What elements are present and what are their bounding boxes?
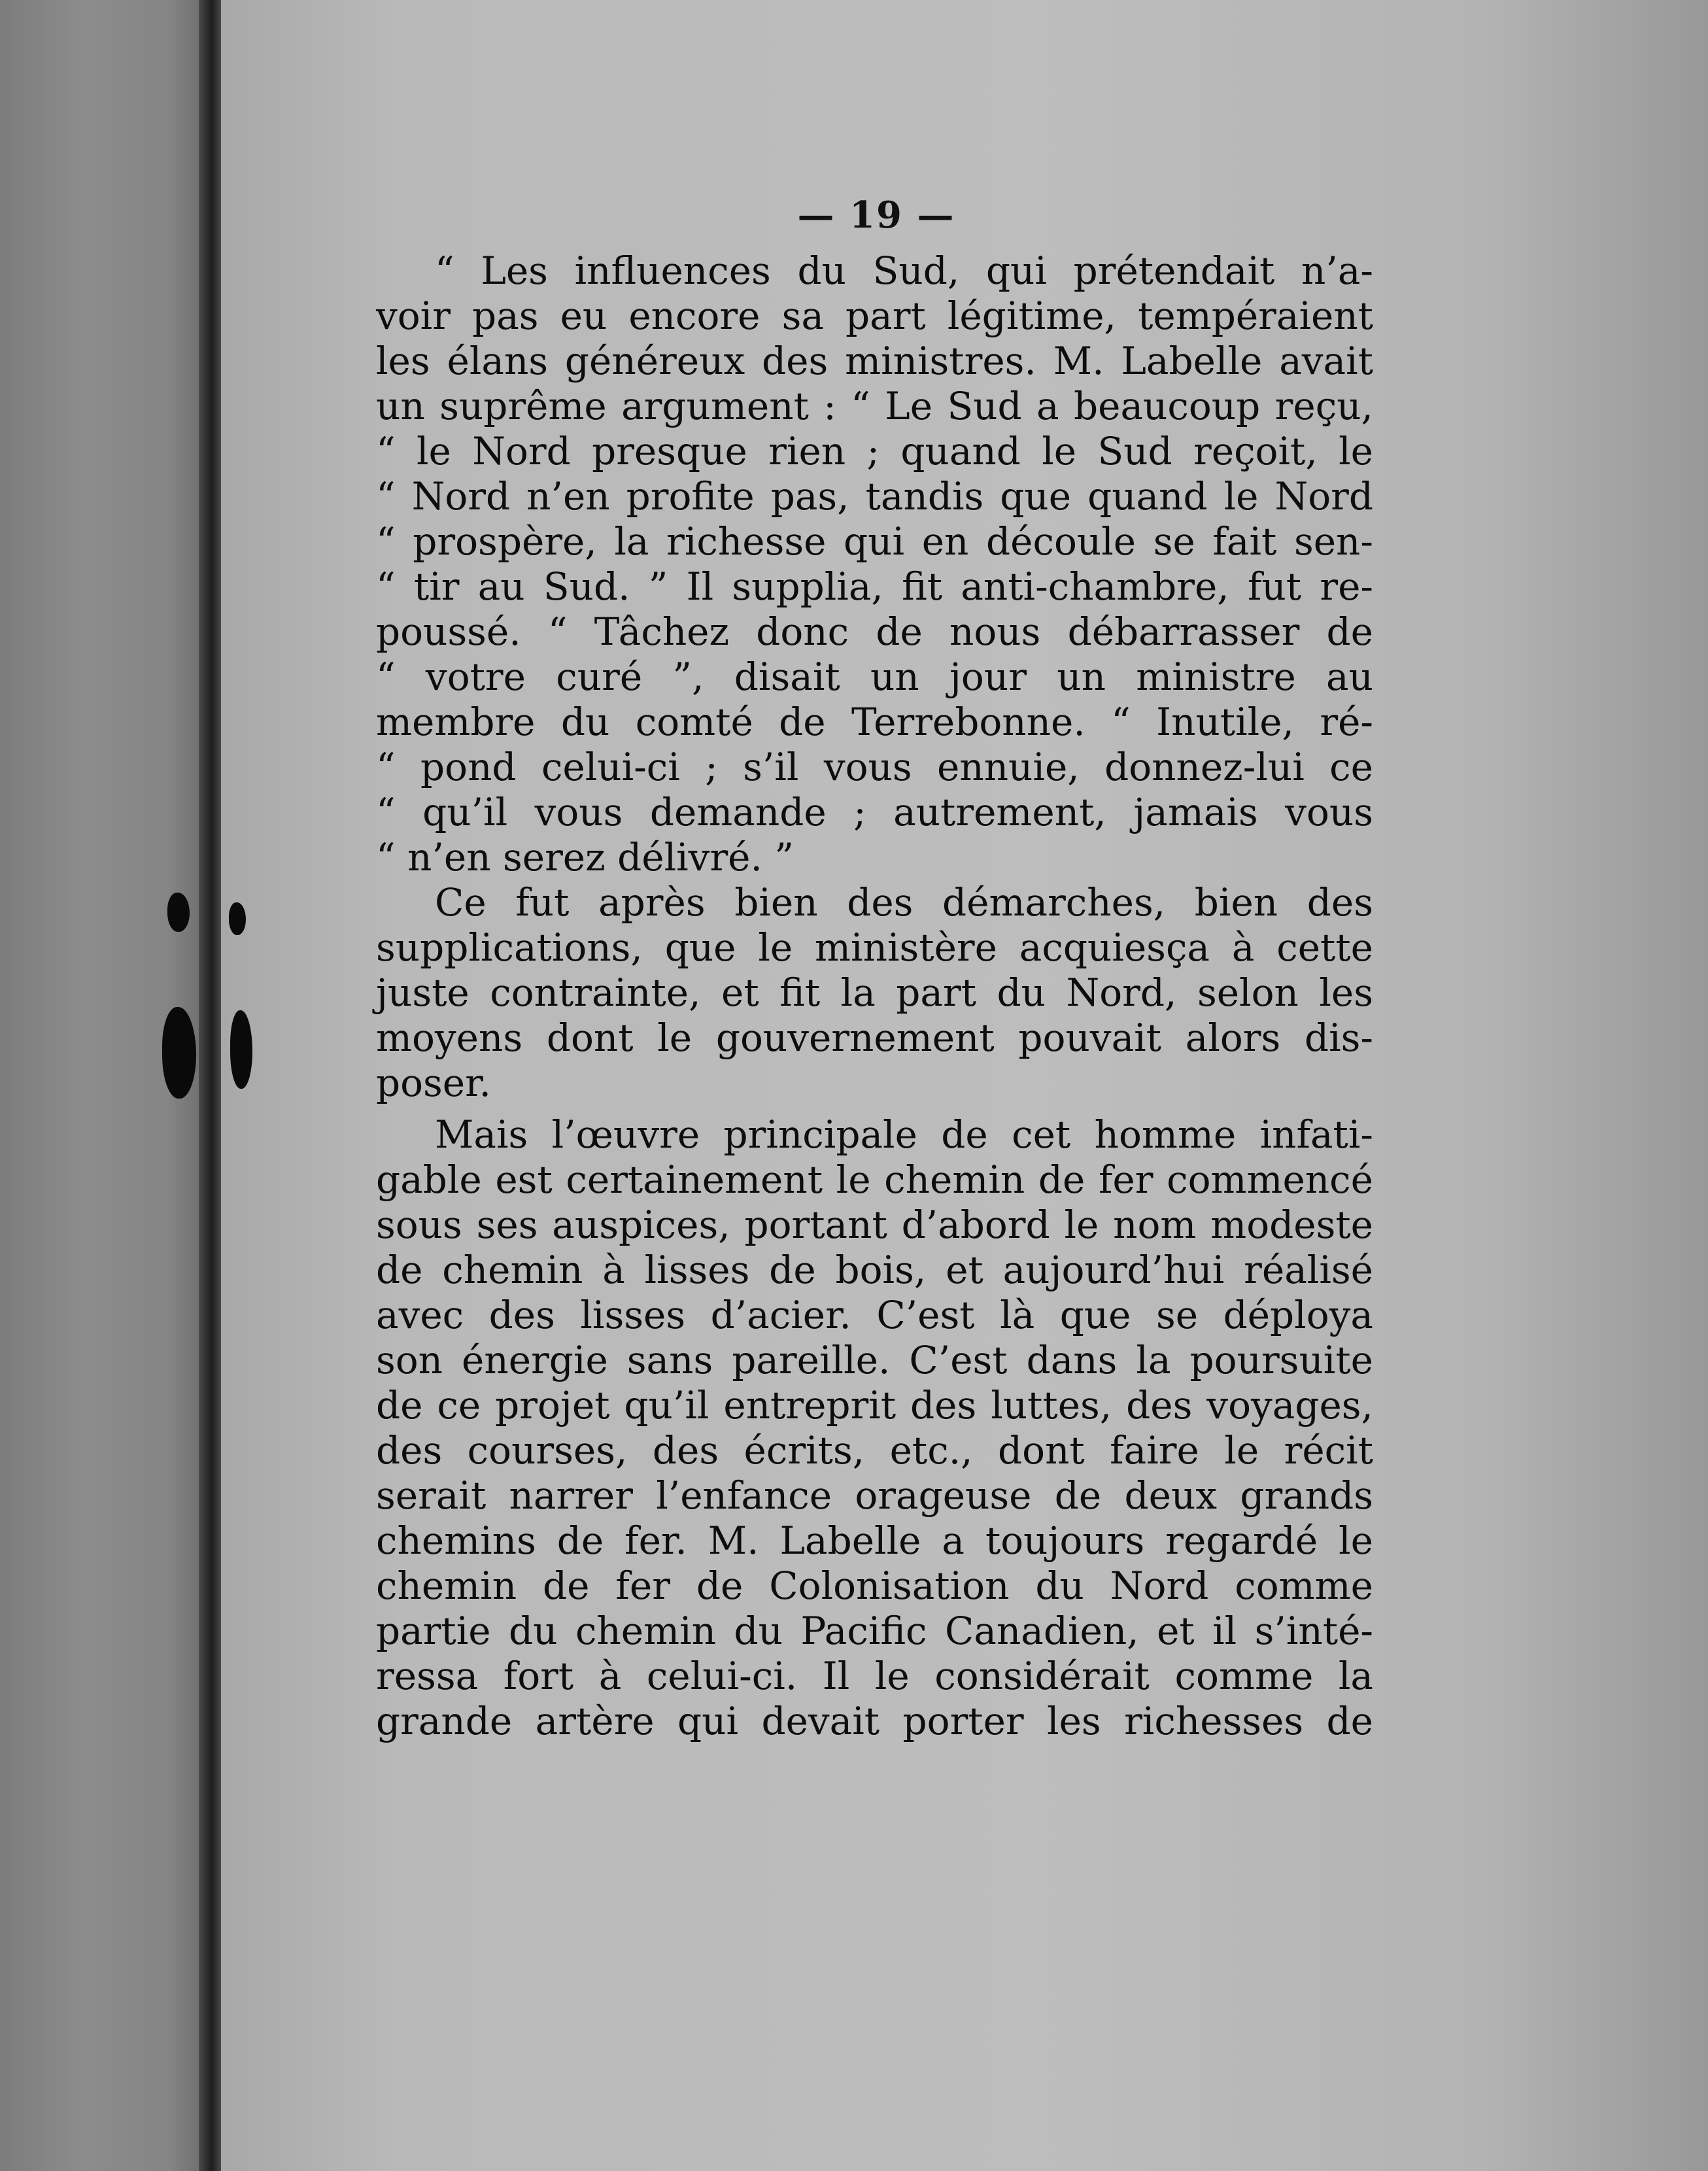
binding-hole (162, 1007, 196, 1099)
binding-hole (167, 893, 190, 932)
binding-hole (229, 902, 246, 935)
text-line: Mais l’œuvre principale de cet homme infati- (435, 1112, 1373, 1157)
text-line: poussé. “ Tâchez donc de nous débarrasser de (376, 609, 1373, 654)
text-line: de chemin à lisses de bois, et aujourd’hui réalisé (376, 1248, 1373, 1292)
text-line: “ Les influences du Sud, qui prétendait n’a- (435, 248, 1373, 293)
text-line: poser. (376, 1061, 491, 1105)
text-line: partie du chemin du Pacific Canadien, et il s’inté- (376, 1609, 1373, 1653)
text-line: de ce projet qu’il entreprit des luttes, des voyages, (376, 1383, 1373, 1427)
text-line: juste contrainte, et fit la part du Nord, selon les (376, 970, 1373, 1015)
paragraph-2 (376, 880, 1373, 1106)
paragraph-1 (376, 248, 1373, 880)
text-line: voir pas eu encore sa part légitime, tempéraient (376, 294, 1373, 338)
body-text (376, 248, 1373, 1744)
text-line: “ votre curé ”, disait un jour un ministre au (376, 655, 1373, 699)
paragraph-3 (376, 1112, 1373, 1744)
text-line: supplications, que le ministère acquiesça à cette (376, 925, 1373, 970)
text-line: chemin de fer de Colonisation du Nord comme (376, 1564, 1373, 1608)
text-line: des courses, des écrits, etc., dont faire le récit (376, 1428, 1373, 1473)
text-line: “ tir au Sud. ” Il supplia, fit anti-chambre, fut re- (376, 564, 1373, 609)
text-line: “ prospère, la richesse qui en découle se fait sen- (376, 519, 1373, 564)
text-line: grande artère qui devait porter les richesses de (376, 1699, 1373, 1743)
text-line: membre du comté de Terrebonne. “ Inutile, ré- (376, 700, 1373, 744)
text-line: “ pond celui-ci ; s’il vous ennuie, donnez-lui ce (376, 745, 1373, 789)
text-line: sous ses auspices, portant d’abord le nom modeste (376, 1203, 1373, 1247)
text-line: avec des lisses d’acier. C’est là que se déploya (376, 1293, 1373, 1337)
text-line: son énergie sans pareille. C’est dans la poursuite (376, 1338, 1373, 1382)
text-line: “ n’en serez délivré. ” (376, 835, 794, 880)
text-line: ressa fort à celui-ci. Il le considérait comme la (376, 1654, 1373, 1698)
text-line: serait narrer l’enfance orageuse de deux grands (376, 1473, 1373, 1518)
page-number: — 19 — (797, 194, 955, 237)
text-line: un suprême argument : “ Le Sud a beaucoup reçu, (376, 384, 1373, 428)
text-line: les élans généreux des ministres. M. Labelle avait (376, 339, 1373, 383)
text-line: “ qu’il vous demande ; autrement, jamais vous (376, 790, 1373, 834)
text-line: moyens dont le gouvernement pouvait alors dis- (376, 1016, 1373, 1060)
text-line: Ce fut après bien des démarches, bien des (435, 880, 1373, 925)
binding-hole (230, 1010, 252, 1089)
text-line: chemins de fer. M. Labelle a toujours regardé le (376, 1518, 1373, 1563)
text-line: “ Nord n’en profite pas, tandis que quand le Nord (376, 474, 1373, 519)
text-line: gable est certainement le chemin de fer commencé (376, 1157, 1373, 1202)
text-line: “ le Nord presque rien ; quand le Sud reçoit, le (376, 429, 1373, 473)
